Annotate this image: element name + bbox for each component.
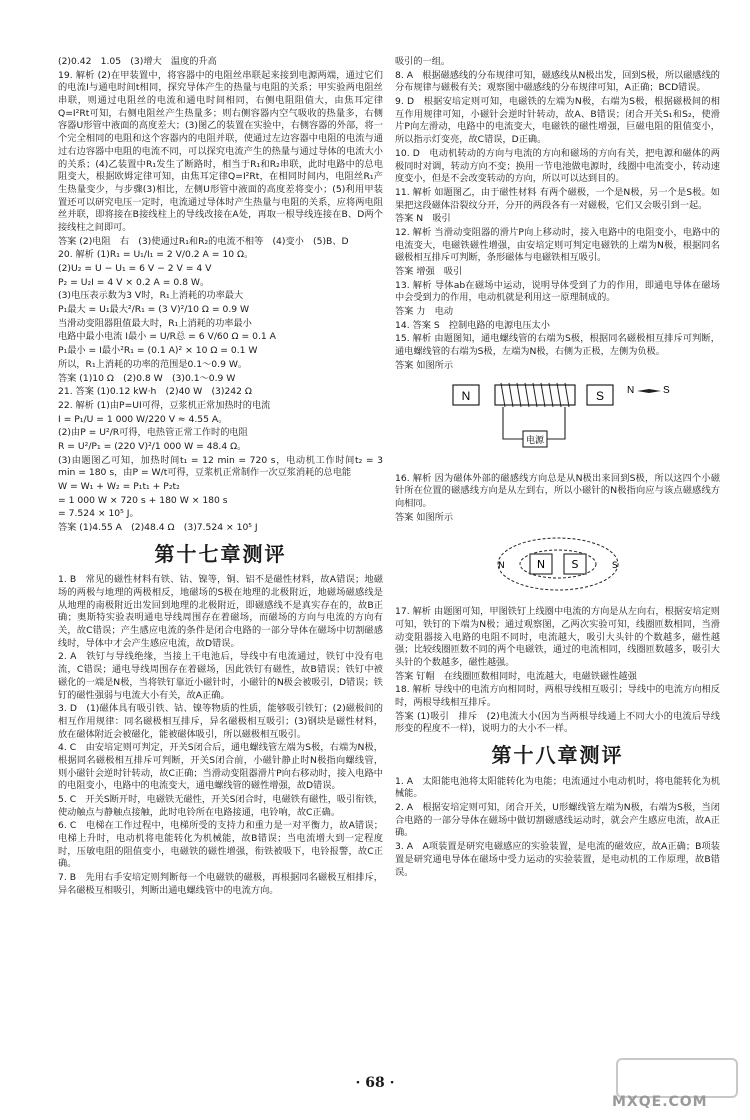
- answer-line: (2)由P = U²/R可得，电热管正常工作时的电阻: [58, 427, 248, 439]
- answer-line: 21. 答案 (1)0.12 kW·h (2)40 W (3)242 Ω: [58, 386, 252, 398]
- answer-line: 10. D 电动机转动的方向与电流的方向和磁场的方向有关，把电源和磁体的两极同时对调，转动方向不变；换用一节电池做电源时，线圈中电流变小，转动速度变小，但是不会改变转动的方向，所以可以达到目的。: [395, 147, 720, 185]
- right-column: [395, 56, 720, 880]
- chapter-17-answers: [58, 574, 383, 897]
- answer-line: 答案 如图所示: [395, 359, 454, 371]
- answer-line: 22. 解析 (1)由P=UI可得，豆浆机正常加热时的电流: [58, 399, 271, 411]
- figure-16: [395, 530, 720, 598]
- answer-line: 8. A 根据磁感线的分布规律可知，磁感线从N极出发，回到S极，所以磁感线的分布规律与磁极有关；观察图中磁感线的分布规律可知，A正确；BCD错误。: [395, 69, 720, 94]
- answer-line: 吸引的一组。: [395, 56, 451, 67]
- right-answers: [395, 56, 720, 373]
- answer-line: 3. D (1)磁体具有吸引铁、钴、镍等物质的性质，能够吸引铁钉；(2)磁极间的相互作用规律：同名磁极相互排斥，异名磁极相互吸引；(3)钢块是磁性材料，放在磁体附近会被磁化，能被磁体吸引，所以磁极相互吸引。: [58, 703, 383, 740]
- answer-line: 答案 (1)4.55 A (2)48.4 Ω (3)7.524 × 10⁵ J: [58, 522, 258, 534]
- answer-line: P₂ = U₂I = 4 V × 0.2 A = 0.8 W。: [58, 276, 210, 288]
- needle-label-s: S: [611, 561, 618, 572]
- watermark-text: MXQE.COM: [612, 1094, 708, 1110]
- answer-line: 答案 如图所示: [395, 511, 454, 523]
- electromagnet-diagram: [443, 379, 673, 465]
- left-answers: [58, 56, 383, 535]
- answer-line: 2. A 铁钉与导线绝缘，当接上干电池后，导线中有电流通过，铁钉中没有电流，C错误；通电导线周围存在着磁场，因此铁钉有磁性，故B错误；铁钉中被磁化的一端是N极，当将铁钉靠近小磁针时，小磁针的N极会被吸引，D错误；铁钉的磁性强弱与电流大小有关，故A正确。: [58, 651, 383, 701]
- answer-line: R = U²/P₁ = (220 V)²/1 000 W = 48.4 Ω。: [58, 440, 247, 452]
- answer-line: 当滑动变阻器阻值最大时，R₁上消耗的功率最小: [58, 317, 252, 329]
- answer-line: 3. A A项装置是研究电磁感应的实验装置，是电流的磁效应，故A正确；B项装置是研究通电导体在磁场中受力运动的实验装置，是电动机的工作原理，故B错误。: [395, 841, 720, 878]
- answer-line: 答案 钉帽 在线圈匝数相同时，电流越大，电磁铁磁性越强: [395, 670, 637, 682]
- answer-line: 所以，R₁上消耗的功率的范围是0.1～0.9 W。: [58, 358, 248, 370]
- answer-line: 9. D 根据安培定则可知，电磁铁的左端为N极，右端为S极，根据磁极间的相互作用规律可知，小磁针会逆时针转动，故A、B错误；闭合开关S₁和S₂，使滑片P向左滑动，电路中的电流变大，电磁铁的磁性增强，巨磁电阻的阻值变小，所以指示灯变亮，故C错误，D正确。: [395, 96, 720, 146]
- page-number: · 68 ·: [355, 1075, 395, 1091]
- answer-line: 答案 N 吸引: [395, 213, 451, 225]
- answer-line: 1. A 太阳能电池将太阳能转化为电能；电流通过小电动机时，将电能转化为机械能。: [395, 775, 720, 800]
- chapter-18-answers: [395, 776, 720, 880]
- chapter-17-title: 第十七章测评: [154, 541, 287, 566]
- answer-line: (3)电压表示数为3 V时，R₁上消耗的功率最大: [58, 290, 244, 302]
- answer-line: 18. 解析 导线中的电流方向相同时，两根导线相互吸引；导线中的电流方向相反时，两根导线相互排斥。: [395, 684, 720, 709]
- figure-15: [395, 379, 720, 465]
- answer-line: 14. 答案 S 控制电路的电源电压太小: [395, 319, 550, 331]
- answer-line: 电路中最小电流 I最小 = U/R总 = 6 V/60 Ω = 0.1 A: [58, 331, 276, 343]
- answer-line: = 1 000 W × 720 s + 180 W × 180 s: [58, 494, 228, 506]
- answer-line: 17. 解析 由题图可知，甲图铁钉上线圈中电流的方向是从左向右，根据安培定则可知，铁钉的下端为N极；通过观察图，乙两次实验可知，线圈匝数相同，当滑动变阻器接入电路的电阻不同时，电流越大，吸引大头针的个数越多，磁性越强；比较线圈匝数不同的两个电磁铁，通过的电流相同，线圈匝数越多，吸引大头针的个数越多，磁性越强。: [395, 606, 720, 668]
- answer-line: 4. C 由安培定则可判定，开关S闭合后，通电螺线管左端为S极，右端为N极，根据同名磁极相互排斥可判断，开关S闭合前，小磁针静止时N极指向螺线管，则小磁针会逆时针转动，故C正确；当滑动变阻器滑片P向右移动时，接入电路中的电阻变小，电路中的电流变大，通电螺线管的磁性增强，故D错误。: [58, 742, 383, 792]
- power-source-label: 电源: [525, 435, 544, 446]
- answer-line: 13. 解析 导体ab在磁场中运动，说明导体受到了力的作用，即通电导体在磁场中会受到力的作用，电动机就是利用这一原理制成的。: [395, 279, 720, 304]
- answer-line: 15. 解析 由题图知，通电螺线管的右端为S极，根据同名磁极相互排斥可判断，通电螺线管的右端为S极，左端为N极，右侧为正极，左侧为负极。: [395, 333, 720, 358]
- answer-line: 7. B 先用右手安培定则判断每一个电磁铁的磁极，再根据同名磁极互相排斥，异名磁极互相吸引，判断出通电螺线管中的电流方向。: [58, 872, 383, 896]
- answer-line: P₁最小 = I最小²R₁ = (0.1 A)² × 10 Ω = 0.1 W: [58, 345, 258, 357]
- needle-label-n: N: [497, 561, 505, 572]
- left-magnet-n: N: [461, 388, 470, 403]
- magnet-s: S: [571, 558, 578, 572]
- answer-line: = 7.524 × 10⁵ J。: [58, 508, 139, 520]
- answer-line: 19. 解析 (2)在甲装置中，将容器中的电阻丝串联起来接到电源两端，通过它们的电流I与通电时间t相同，探究导体产生的热量与电阻的关系；甲实验两电阻丝串联，则通过电阻丝的电流和通电时间相同，右侧电阻阻值大，由焦耳定律Q=I²Rt可知，右侧电阻丝产生热量多；则右侧容器内空气吸收的热量多，右侧容器U形管中液面的高度差大；(3)图乙的装置在实验中，右侧容器的外部，将一个完全相同的电阻和这个容器内的电阻并联，使通过左边容器中电阻的电流与通过右边容器中电阻的电流不同，可以探究电流产生的热量与通过导体的电流大小的关系；(4)乙装置中R₁发生了断路时，相当于R₁和R₂串联，此时电路中的总电阻变大，根据欧姆定律可知，由焦耳定律Q=I²Rt，在相同时间内，电阻丝R₁产生热量变少，与步骤(3)相比，左侧U形管中液面的高度差将变小；(5)利用甲装置还可以研究电压一定时，电流通过导体时产生热量与电阻的关系，应将两电阻丝并联，即将接在B接线柱上的导线改接在A处，再取一根导线连接在B、D两个接线柱之间即可。: [58, 69, 383, 233]
- answer-line: (3)由题图乙可知，加热时间t₁ = 12 min = 720 s，电动机工作时间t₂ = 3 min = 180 s，由P = W/t可得，豆浆机正常制作一次豆浆消耗的总电能: [58, 454, 383, 479]
- answer-line: W = W₁ + W₂ = P₁t₁ + P₂t₂: [58, 481, 180, 492]
- answer-line: P₁最大 = U₁最大²/R₁ = (3 V)²/10 Ω = 0.9 W: [58, 304, 250, 316]
- answer-line: 答案 (1)吸引 排斥 (2)电流大小(因为当两根导线通上不同大小的电流后导线形变的程度不一样)，说明力的大小不一样。: [395, 710, 720, 735]
- right-answers-3: [395, 606, 720, 736]
- right-magnet-s: S: [595, 388, 604, 403]
- answer-line: 答案 力 电动: [395, 306, 454, 318]
- answer-line: 1. B 常见的磁性材料有铁、钴、镍等，铜、铝不是磁性材料，故A错误；地磁场的两极与地理的两极相反，地磁场的S极在地理的北极附近，地磁场磁感线是从地理的南极附近出发回到地理的北极附近，即磁感线不是真实存在的，故B正确；奥斯特实验表明通电导线周围存在着磁场，而磁场的方向与电流的方向有关，故C错误；产生感应电流的条件是闭合电路的一部分导体在磁场中切割磁感线时，导体中才会产生感应电流，故D错误。: [58, 574, 383, 649]
- answer-line: I = P₁/U = 1 000 W/220 V ≈ 4.55 A。: [58, 413, 228, 425]
- answer-line: 答案 增强 吸引: [395, 266, 463, 277]
- needle-s: S: [662, 384, 670, 396]
- answer-line: 11. 解析 如题图乙，由于磁性材料 有两个磁极，一个是N极，另一个是S极。如果把这段磁体沿裂纹分开，分开的两段各有一对磁极，它们又会吸引到一起。: [395, 186, 720, 211]
- answer-line: 答案 (1)10 Ω (2)0.8 W (3)0.1～0.9 W: [58, 372, 236, 384]
- needle-n: N: [626, 384, 634, 396]
- watermark-logo: [616, 1058, 738, 1098]
- answer-line: (2)U₂ = U − U₁ = 6 V − 2 V = 4 V: [58, 263, 212, 274]
- answer-line: 2. A 根据安培定则可知，闭合开关，U形螺线管左端为N极，右端为S极，当闭合电路的一部分导体在磁场中做切割磁感线运动时，就会产生感应电流，故A正确。: [395, 802, 720, 839]
- answer-line: (2)0.42 1.05 (3)增大 温度的升高: [58, 56, 217, 67]
- answer-line: 6. C 电梯在工作过程中，电梯所受的支持力和重力是一对平衡力，故A错误；电梯上升时，电动机将电能转化为机械能，故B错误；当电流增大到一定程度时，压敏电阻的阻值变小，电磁铁的磁性增强，衔铁被吸下，电铃报警，故C正确。: [58, 820, 383, 870]
- answer-line: 5. C 开关S断开时，电磁铁无磁性，开关S闭合时，电磁铁有磁性，吸引衔铁，使动触点与静触点接触，此时电铃所在电路接通，电铃响，故C正确。: [58, 794, 383, 818]
- right-answers-2: [395, 473, 720, 525]
- chapter-18-title: 第十八章测评: [491, 743, 624, 768]
- magnet-field-diagram: [478, 530, 638, 598]
- answer-line: 答案 (2)电阻 右 (3)使通过R₁和R₂的电流不相等 (4)变小 (5)B、D: [58, 235, 349, 247]
- magnet-n: N: [536, 558, 545, 572]
- left-column: [58, 56, 383, 899]
- answer-line: 20. 解析 (1)R₁ = U₁/I₁ = 2 V/0.2 A = 10 Ω。: [58, 249, 254, 261]
- answer-line: 12. 解析 当滑动变阻器的滑片P向上移动时，接入电路中的电阻变小，电路中的电流变大，电磁铁磁性增强，由安培定则可判定电磁铁的上端为N极，根据同名磁极相互排斥可判断，条形磁体与电磁铁相互吸引。: [395, 226, 720, 264]
- answer-line: 16. 解析 因为磁体外部的磁感线方向总是从N极出来回到S极，所以这四个小磁针所在位置的磁感线方向是从左到右，所以小磁针的N极指向应与该点磁感线方向相同。: [395, 472, 720, 509]
